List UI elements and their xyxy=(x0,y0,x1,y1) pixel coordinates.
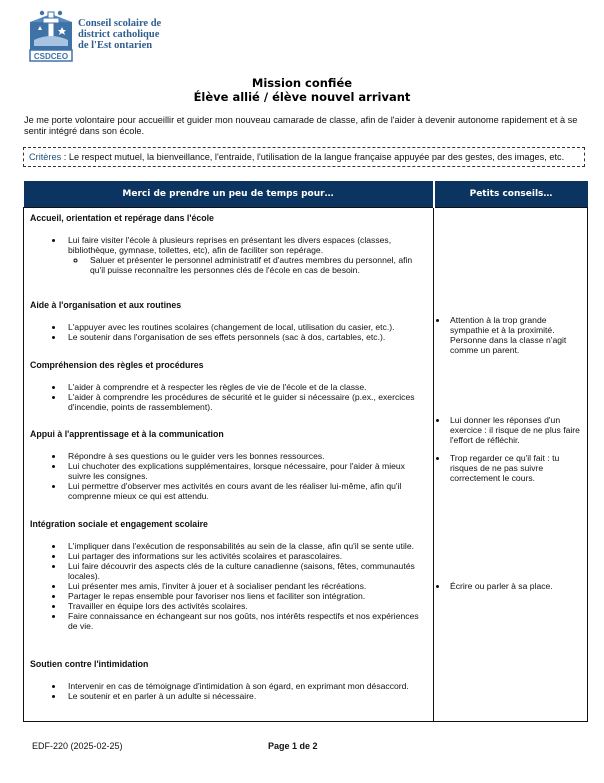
bullet-list xyxy=(30,382,427,412)
list-item: • Le soutenir et en parler à un adulte si nécessaire. xyxy=(64,691,427,701)
tip-item: • Écrire ou parler à sa place. xyxy=(448,581,587,591)
list-item: • Lui faire découvrir des aspects clés de la culture canadienne (saisons, fêtes, communautés locales). xyxy=(64,561,427,581)
bullet-list xyxy=(30,235,427,275)
list-item: • L'appuyer avec les routines scolaires (changement de local, utilisation du casier, etc.). xyxy=(64,322,427,332)
bullet-list xyxy=(30,451,427,501)
criteria-text: Le respect mutuel, la bienveillance, l'entraide, l'utilisation de la langue française appuyée par des gestes, des images, etc. xyxy=(68,152,565,162)
document-title xyxy=(0,76,604,104)
list-item: • L'aider à comprendre les procédures de sécurité et le guider si nécessaire (p.ex., exercices d'incendie, points de rassemblement). xyxy=(64,392,427,412)
section-apprentissage xyxy=(24,424,433,514)
section-title: Compréhension des règles et procédures xyxy=(30,360,204,370)
section-intimidation xyxy=(24,654,433,721)
list-item: • Lui présenter mes amis, l'inviter à jouer et à socialiser pendant les récréations. xyxy=(64,581,427,591)
bullet-list xyxy=(30,322,427,342)
tip-item: • Lui donner les réponses d'un exercice : il risque de ne plus faire l'effort de réfléchir. xyxy=(448,415,587,445)
form-code: EDF-220 (2025-02-25) xyxy=(32,741,123,751)
sub-bullet-list xyxy=(64,255,427,275)
list-item: • Le soutenir dans l'organisation de ses effets personnels (sac à dos, cartables, etc.). xyxy=(64,332,427,342)
list-item: • Lui chuchoter des explications supplémentaires, lorsque nécessaire, pour l'aider à mieux suivre les consignes. xyxy=(64,461,427,481)
tip-item: • Trop regarder ce qu'il fait : tu risques de ne pas suivre correctement le cours. xyxy=(448,453,587,483)
section-regles xyxy=(24,355,433,424)
tips-cell xyxy=(434,208,588,722)
list-item: • Lui permettre d'observer mes activités en cours avant de les réaliser lui-même, afin qu'il comprenne mieux ce qui est attendu. xyxy=(64,481,427,501)
csdceo-crest-icon xyxy=(28,10,74,62)
sub-list-item: ◦ Saluer et présenter le personnel administratif et d'autres membres du personnel, afin qu'il puisse reconnaître les personnes clés de l'école en cas de besoin. xyxy=(86,255,427,275)
svg-text:CSDCEO: CSDCEO xyxy=(33,52,69,61)
criteria-label: Critères xyxy=(29,152,62,162)
criteria-box xyxy=(23,147,585,167)
actions-cell xyxy=(24,208,434,722)
school-board-logo xyxy=(28,10,208,62)
logo-line-2: district catholique xyxy=(78,29,160,40)
section-title: Appui à l'apprentissage et à la communication xyxy=(30,429,224,439)
list-item: • Lui faire visiter l'école à plusieurs reprises en présentant les divers espaces (classes, bibliothèque, gymnase, toilettes, etc), afin de faciliter son repérage. xyxy=(64,235,427,255)
intro-paragraph: Je me porte volontaire pour accueillir et guider mon nouveau camarade de classe, afin de l'aider à devenir autonome rapidement et à se sentir intégré dans son école. xyxy=(24,115,578,136)
title-line-1: Mission confiée xyxy=(251,76,353,90)
section-accueil xyxy=(24,208,433,295)
list-item: • L'impliquer dans l'exécution de responsabilités au sein de la classe, afin qu'il se sente utile. xyxy=(64,541,427,551)
list-item: • Travailler en équipe lors des activités scolaires. xyxy=(64,601,427,611)
bullet-list xyxy=(30,541,427,631)
list-item: • Intervenir en cas de témoignage d'intimidation à son égard, en exprimant mon désaccord. xyxy=(64,681,427,691)
tip-item: • Attention à la trop grande sympathie et à la proximité. Personne dans la classe n'agit comme un parent. xyxy=(448,315,587,355)
list-item: • L'aider à comprendre et à respecter les règles de vie de l'école et de la classe. xyxy=(64,382,427,392)
section-title: Intégration sociale et engagement scolaire xyxy=(30,519,208,529)
title-line-2: Élève allié / élève nouvel arrivant xyxy=(193,90,411,104)
tips-list xyxy=(434,315,587,591)
page-number: Page 1 de 2 xyxy=(268,741,318,751)
list-item: • Répondre à ses questions ou le guider vers les bonnes ressources. xyxy=(64,451,427,461)
school-board-name xyxy=(78,18,161,51)
list-item: • Lui partager des informations sur les activités scolaires et parascolaires. xyxy=(64,551,427,561)
header-tips: Petits conseils… xyxy=(434,181,588,208)
criteria-separator: : xyxy=(61,152,69,162)
logo-line-1: Conseil scolaire de xyxy=(78,18,162,29)
mission-table xyxy=(23,181,588,722)
section-integration xyxy=(24,514,433,654)
header-actions: Merci de prendre un peu de temps pour… xyxy=(24,181,434,208)
bullet-list xyxy=(30,681,427,701)
logo-line-3: de l'Est ontarien xyxy=(78,40,153,51)
list-item: • Faire connaissance en échangeant sur nos goûts, nos intérêts respectifs et nos expériences de vie. xyxy=(64,611,427,631)
section-organisation xyxy=(24,295,433,355)
section-title: Soutien contre l'intimidation xyxy=(30,659,149,669)
section-title: Accueil, orientation et repérage dans l'école xyxy=(30,213,214,223)
list-item: • Partager le repas ensemble pour favoriser nos liens et faciliter son intégration. xyxy=(64,591,427,601)
section-title: Aide à l'organisation et aux routines xyxy=(30,300,182,310)
